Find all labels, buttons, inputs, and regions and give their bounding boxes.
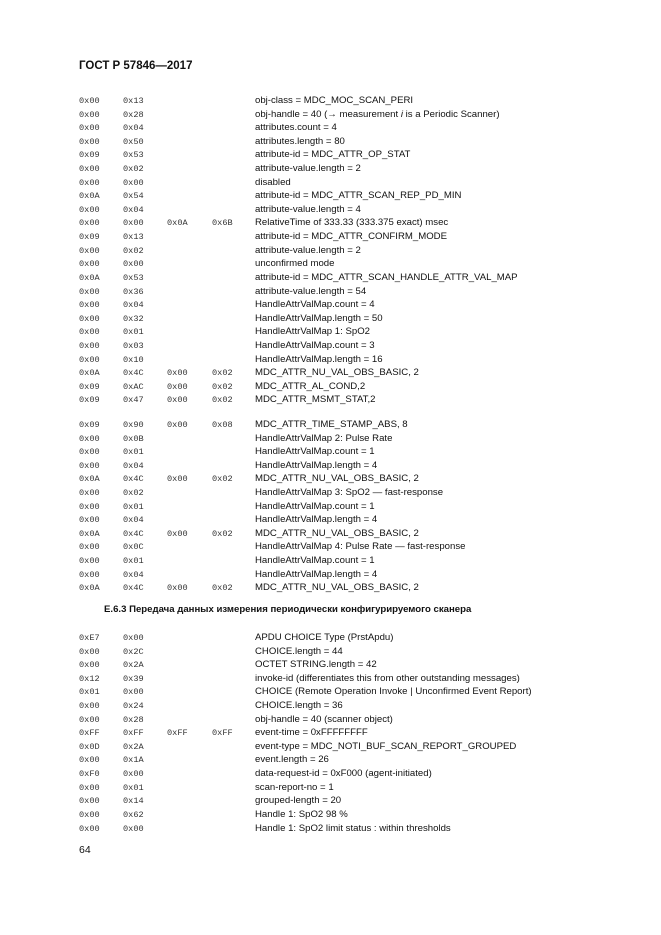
hex-byte: 0x00 [79, 542, 100, 553]
field-description: HandleAttrValMap 2: Pulse Rate [255, 432, 393, 444]
field-description: CHOICE.length = 44 [255, 645, 343, 657]
hex-byte: 0x04 [123, 460, 144, 471]
hex-byte: 0x36 [123, 286, 144, 297]
hex-row [0, 272, 661, 286]
hex-byte: 0x09 [79, 232, 100, 243]
hex-byte: 0x10 [123, 354, 144, 365]
field-description: attribute-value.length = 2 [255, 244, 361, 256]
field-description: attribute-id = MDC_ATTR_OP_STAT [255, 149, 411, 161]
hex-byte: 0x47 [123, 395, 144, 406]
hex-byte: 0xFF [79, 728, 100, 739]
hex-byte: 0x00 [123, 769, 144, 780]
hex-byte: 0x00 [79, 515, 100, 526]
hex-byte: 0x4C [123, 368, 144, 379]
field-description: CHOICE.length = 36 [255, 700, 343, 712]
hex-byte: 0x04 [123, 300, 144, 311]
hex-byte: 0x01 [123, 782, 144, 793]
hex-byte: 0x0A [79, 191, 100, 202]
field-description: Handle 1: SpO2 98 % [255, 808, 348, 820]
hex-byte: 0x0A [79, 272, 100, 283]
hex-byte: 0x0A [79, 583, 100, 594]
hex-byte: 0x28 [123, 714, 144, 725]
hex-byte: 0x00 [79, 433, 100, 444]
hex-byte: 0x02 [123, 488, 144, 499]
field-description: CHOICE (Remote Operation Invoke | Unconfirmed Event Report) [255, 686, 532, 698]
field-description: obj-handle = 40 (→ measurement i is a Periodic Scanner) [255, 108, 500, 120]
hex-byte: 0x09 [79, 420, 100, 430]
hex-byte: 0x2A [123, 741, 144, 752]
hex-table-block-2 [0, 419, 661, 596]
hex-byte: 0x00 [123, 259, 144, 270]
hex-byte: 0x00 [123, 177, 144, 188]
hex-byte: 0x09 [79, 150, 100, 161]
hex-row [0, 686, 661, 700]
hex-byte: 0x08 [212, 420, 233, 430]
hex-row [0, 795, 661, 809]
hex-row [0, 809, 661, 823]
hex-byte: 0x1A [123, 755, 144, 766]
hex-byte: 0x01 [123, 556, 144, 567]
hex-byte: 0x13 [123, 232, 144, 243]
hex-byte: 0x00 [79, 300, 100, 311]
hex-byte: 0x03 [123, 340, 144, 351]
field-description: MDC_ATTR_NU_VAL_OBS_BASIC, 2 [255, 473, 419, 485]
field-description: HandleAttrValMap.length = 4 [255, 568, 378, 580]
hex-byte: 0x90 [123, 420, 144, 430]
hex-byte: 0x04 [123, 204, 144, 215]
hex-byte: 0x4C [123, 474, 144, 485]
hex-row [0, 501, 661, 515]
hex-byte: 0x00 [79, 501, 100, 512]
field-description: HandleAttrValMap.count = 1 [255, 446, 375, 458]
hex-row [0, 700, 661, 714]
field-description: HandleAttrValMap.length = 16 [255, 353, 383, 365]
hex-byte: 0x39 [123, 673, 144, 684]
hex-row [0, 782, 661, 796]
hex-row [0, 136, 661, 150]
field-description: scan-report-no = 1 [255, 781, 334, 793]
field-description: attribute-value.length = 4 [255, 203, 361, 215]
hex-byte: 0x2C [123, 646, 144, 657]
hex-byte: 0x00 [167, 381, 188, 392]
hex-byte: 0x00 [79, 340, 100, 351]
hex-row [0, 433, 661, 447]
hex-byte: 0x02 [212, 583, 233, 594]
hex-byte: 0xFF [167, 728, 188, 739]
hex-row [0, 231, 661, 245]
field-description: HandleAttrValMap.count = 1 [255, 500, 375, 512]
hex-byte: 0x00 [79, 204, 100, 215]
hex-byte: 0x0A [167, 218, 188, 229]
field-description: HandleAttrValMap.length = 4 [255, 459, 378, 471]
hex-byte: 0x00 [167, 395, 188, 406]
field-description: attribute-value.length = 54 [255, 285, 367, 297]
hex-byte: 0x0D [79, 741, 100, 752]
field-description: HandleAttrValMap 3: SpO2 — fast-response [255, 487, 444, 499]
hex-row [0, 659, 661, 673]
hex-byte: 0xFF [212, 728, 233, 739]
hex-row [0, 727, 661, 741]
hex-byte: 0x00 [79, 218, 100, 229]
hex-row [0, 632, 661, 646]
hex-byte: 0x00 [167, 474, 188, 485]
hex-byte: 0xE7 [79, 633, 100, 643]
hex-byte: 0x00 [79, 488, 100, 499]
page-number: 64 [79, 844, 91, 856]
hex-byte: 0x01 [123, 447, 144, 458]
hex-byte: 0x4C [123, 583, 144, 594]
hex-byte: 0x02 [212, 368, 233, 379]
hex-row [0, 714, 661, 728]
hex-byte: 0x00 [79, 460, 100, 471]
field-description: MDC_ATTR_MSMT_STAT,2 [255, 394, 376, 406]
hex-byte: 0x02 [123, 245, 144, 256]
hex-byte: 0x0C [123, 542, 144, 553]
field-description: HandleAttrValMap.count = 4 [255, 299, 375, 311]
field-description: HandleAttrValMap.count = 3 [255, 339, 375, 351]
section-heading: Е.6.3 Передача данных измерения периодически конфигурируемого сканера [104, 604, 472, 615]
hex-byte: 0x00 [123, 687, 144, 698]
hex-byte: 0x00 [79, 96, 100, 106]
field-description: attribute-id = MDC_ATTR_SCAN_REP_PD_MIN [255, 190, 462, 202]
hex-byte: 0x02 [123, 164, 144, 175]
hex-row [0, 190, 661, 204]
hex-byte: 0x00 [79, 660, 100, 671]
hex-row [0, 95, 661, 109]
hex-byte: 0xAC [123, 381, 144, 392]
field-description: HandleAttrValMap 4: Pulse Rate — fast-response [255, 541, 466, 553]
hex-byte: 0x00 [79, 646, 100, 657]
field-description: obj-handle = 40 (scanner object) [255, 713, 393, 725]
field-description: MDC_ATTR_NU_VAL_OBS_BASIC, 2 [255, 527, 419, 539]
hex-byte: 0x00 [79, 569, 100, 580]
hex-row [0, 163, 661, 177]
hex-byte: 0x14 [123, 796, 144, 807]
hex-byte: 0x00 [79, 755, 100, 766]
hex-byte: 0x02 [212, 528, 233, 539]
hex-row [0, 394, 661, 408]
hex-byte: 0x6B [212, 218, 233, 229]
hex-byte: 0x00 [79, 286, 100, 297]
hex-row [0, 299, 661, 313]
hex-byte: 0x01 [79, 687, 100, 698]
hex-row [0, 754, 661, 768]
hex-byte: 0xFF [123, 728, 144, 739]
field-description: HandleAttrValMap.count = 1 [255, 555, 375, 567]
field-description: HandleAttrValMap 1: SpO2 [255, 326, 371, 338]
hex-byte: 0x00 [79, 796, 100, 807]
hex-row [0, 340, 661, 354]
hex-row [0, 419, 661, 433]
hex-row [0, 768, 661, 782]
hex-row [0, 487, 661, 501]
hex-byte: 0x09 [79, 381, 100, 392]
field-description: grouped-length = 20 [255, 795, 342, 807]
hex-row [0, 149, 661, 163]
hex-byte: 0x0A [79, 528, 100, 539]
hex-byte: 0x04 [123, 123, 144, 134]
hex-byte: 0x00 [79, 177, 100, 188]
hex-byte: 0x01 [123, 327, 144, 338]
field-description: attribute-id = MDC_ATTR_CONFIRM_MODE [255, 231, 447, 243]
hex-byte: 0x2A [123, 660, 144, 671]
hex-byte: 0x04 [123, 569, 144, 580]
hex-byte: 0x00 [79, 259, 100, 270]
hex-byte: 0x00 [79, 313, 100, 324]
field-description: MDC_ATTR_NU_VAL_OBS_BASIC, 2 [255, 582, 419, 594]
hex-byte: 0xF0 [79, 769, 100, 780]
hex-byte: 0x00 [79, 556, 100, 567]
field-description: Handle 1: SpO2 limit status : within thresholds [255, 822, 451, 834]
hex-byte: 0x02 [212, 395, 233, 406]
hex-row [0, 217, 661, 231]
hex-table-block-1 [0, 95, 661, 408]
hex-row [0, 122, 661, 136]
field-description: RelativeTime of 333.33 (333.375 exact) msec [255, 217, 449, 229]
hex-row [0, 245, 661, 259]
field-description: attribute-id = MDC_ATTR_SCAN_HANDLE_ATTR_VAL_MAP [255, 271, 518, 283]
hex-byte: 0x00 [79, 447, 100, 458]
hex-byte: 0x09 [79, 395, 100, 406]
field-description: event-time = 0xFFFFFFFF [255, 727, 368, 739]
hex-byte: 0x54 [123, 191, 144, 202]
hex-byte: 0x13 [123, 96, 144, 106]
field-description: data-request-id = 0xF000 (agent-initiated) [255, 768, 432, 780]
hex-byte: 0x62 [123, 809, 144, 820]
hex-byte: 0x00 [123, 633, 144, 643]
field-description: OCTET STRING.length = 42 [255, 659, 377, 671]
field-description: attributes.length = 80 [255, 135, 345, 147]
hex-row [0, 109, 661, 123]
hex-row [0, 473, 661, 487]
hex-byte: 0x24 [123, 701, 144, 712]
hex-table-block-3 [0, 632, 661, 836]
hex-byte: 0x00 [79, 109, 100, 120]
hex-byte: 0x4C [123, 528, 144, 539]
hex-row [0, 673, 661, 687]
hex-row [0, 177, 661, 191]
hex-row [0, 381, 661, 395]
hex-row [0, 258, 661, 272]
hex-byte: 0x00 [167, 368, 188, 379]
hex-byte: 0x00 [167, 583, 188, 594]
hex-byte: 0x00 [79, 136, 100, 147]
hex-row [0, 367, 661, 381]
hex-row [0, 460, 661, 474]
hex-byte: 0x0A [79, 368, 100, 379]
hex-row [0, 204, 661, 218]
document-header: ГОСТ Р 57846—2017 [79, 60, 193, 72]
hex-byte: 0x00 [79, 701, 100, 712]
field-description: MDC_ATTR_NU_VAL_OBS_BASIC, 2 [255, 367, 419, 379]
hex-row [0, 528, 661, 542]
hex-byte: 0x0B [123, 433, 144, 444]
hex-row [0, 823, 661, 837]
hex-byte: 0x00 [79, 123, 100, 134]
hex-byte: 0x00 [79, 809, 100, 820]
hex-byte: 0x00 [79, 327, 100, 338]
hex-byte: 0x00 [123, 218, 144, 229]
hex-byte: 0x00 [79, 782, 100, 793]
hex-byte: 0x00 [79, 245, 100, 256]
hex-row [0, 354, 661, 368]
field-description: unconfirmed mode [255, 258, 335, 270]
hex-byte: 0x00 [123, 823, 144, 834]
hex-byte: 0x32 [123, 313, 144, 324]
hex-byte: 0x00 [79, 823, 100, 834]
field-description: MDC_ATTR_TIME_STAMP_ABS, 8 [255, 419, 408, 430]
hex-row [0, 446, 661, 460]
field-description: event.length = 26 [255, 754, 329, 766]
hex-byte: 0x53 [123, 150, 144, 161]
field-description: HandleAttrValMap.length = 4 [255, 514, 378, 526]
field-description: MDC_ATTR_AL_COND,2 [255, 380, 366, 392]
hex-row [0, 741, 661, 755]
hex-byte: 0x01 [123, 501, 144, 512]
hex-row [0, 555, 661, 569]
hex-byte: 0x02 [212, 474, 233, 485]
hex-row [0, 286, 661, 300]
hex-byte: 0x50 [123, 136, 144, 147]
hex-byte: 0x28 [123, 109, 144, 120]
field-description: HandleAttrValMap.length = 50 [255, 312, 383, 324]
hex-byte: 0x00 [79, 164, 100, 175]
hex-row [0, 646, 661, 660]
hex-byte: 0x53 [123, 272, 144, 283]
hex-row [0, 541, 661, 555]
hex-byte: 0x00 [167, 528, 188, 539]
field-description: APDU CHOICE Type (PrstApdu) [255, 632, 394, 643]
hex-row [0, 569, 661, 583]
hex-byte: 0x0A [79, 474, 100, 485]
hex-row [0, 313, 661, 327]
field-description: event-type = MDC_NOTI_BUF_SCAN_REPORT_GROUPED [255, 740, 517, 752]
hex-byte: 0x12 [79, 673, 100, 684]
hex-byte: 0x02 [212, 381, 233, 392]
hex-row [0, 326, 661, 340]
hex-row [0, 514, 661, 528]
hex-byte: 0x00 [79, 714, 100, 725]
hex-byte: 0x00 [167, 420, 188, 430]
field-description: attributes.count = 4 [255, 122, 337, 134]
hex-byte: 0x00 [79, 354, 100, 365]
hex-row [0, 582, 661, 596]
field-description: attribute-value.length = 2 [255, 163, 361, 175]
field-description: disabled [255, 176, 291, 188]
field-description: invoke-id (differentiates this from other outstanding messages) [255, 672, 520, 684]
field-description: obj-class = MDC_MOC_SCAN_PERI [255, 95, 414, 106]
hex-byte: 0x04 [123, 515, 144, 526]
